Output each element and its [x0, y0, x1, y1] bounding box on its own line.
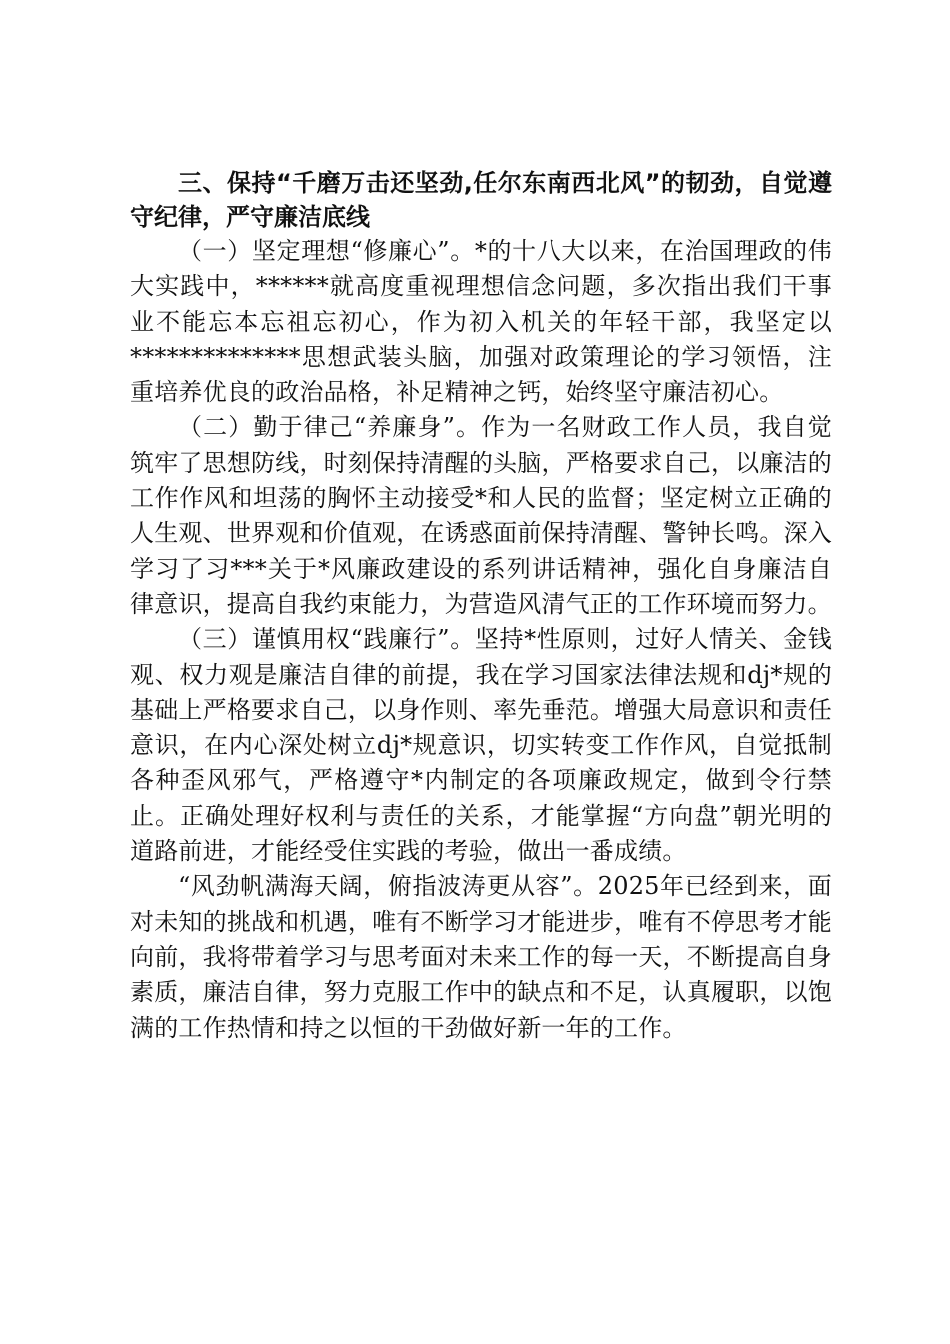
paragraph-use-of-power: （三）谨慎用权“践廉行”。坚持*性原则，过好人情关、金钱观、权力观是廉洁自律的前提，我在学习国家法律法规和dj*规的基础上严格要求自己，以身作则、率先垂范。增强大局意识和责任意识，在内心深处树立dj*规意识，切实转变工作作风，自觉抵制各种歪风邪气，严格遵守*内制定的各项廉政规定，做到令行禁止。正确处理好权利与责任的关系，才能掌握“方向盘”朝光明的道路前进，才能经受住实践的考验，做出一番成绩。 [130, 625, 832, 866]
paragraph-self-discipline: （二）勤于律己“养廉身”。作为一名财政工作人员，我自觉筑牢了思想防线，时刻保持清醒的头脑，严格要求自己，以廉洁的工作作风和坦荡的胸怀主动接受*和人民的监督；坚定树立正确的人生观、世界观和价值观，在诱惑面前保持清醒、警钟长鸣。深入学习了习***关于*风廉政建设的系列讲话精神，强化自身廉洁自律意识，提高自我约束能力，为营造风清气正的工作环境而努力。 [130, 413, 832, 618]
section-heading: 三、保持“千磨万击还坚劲,任尔东南西北风”的韧劲，自觉遵守纪律，严守廉洁底线 [130, 169, 832, 231]
document-page [130, 166, 832, 1046]
paragraph-conclusion: “风劲帆满海天阔，俯指波涛更从容”。2025年已经到来，面对未知的挑战和机遇，唯有不断学习才能进步，唯有不停思考才能向前，我将带着学习与思考面对未来工作的每一天，不断提高自身素质，廉洁自律，努力克服工作中的缺点和不足，认真履职，以饱满的工作热情和持之以恒的干劲做好新一年的工作。 [130, 872, 832, 1042]
paragraph-ideals: （一）坚定理想“修廉心”。*的十八大以来，在治国理政的伟大实践中，******就高度重视理想信念问题，多次指出我们干事业不能忘本忘祖忘初心，作为初入机关的年轻干部，我坚定以**************思想武装头脑，加强对政策理论的学习领悟，注重培养优良的政治品格，补足精神之钙，始终坚守廉洁初心。 [130, 237, 832, 407]
